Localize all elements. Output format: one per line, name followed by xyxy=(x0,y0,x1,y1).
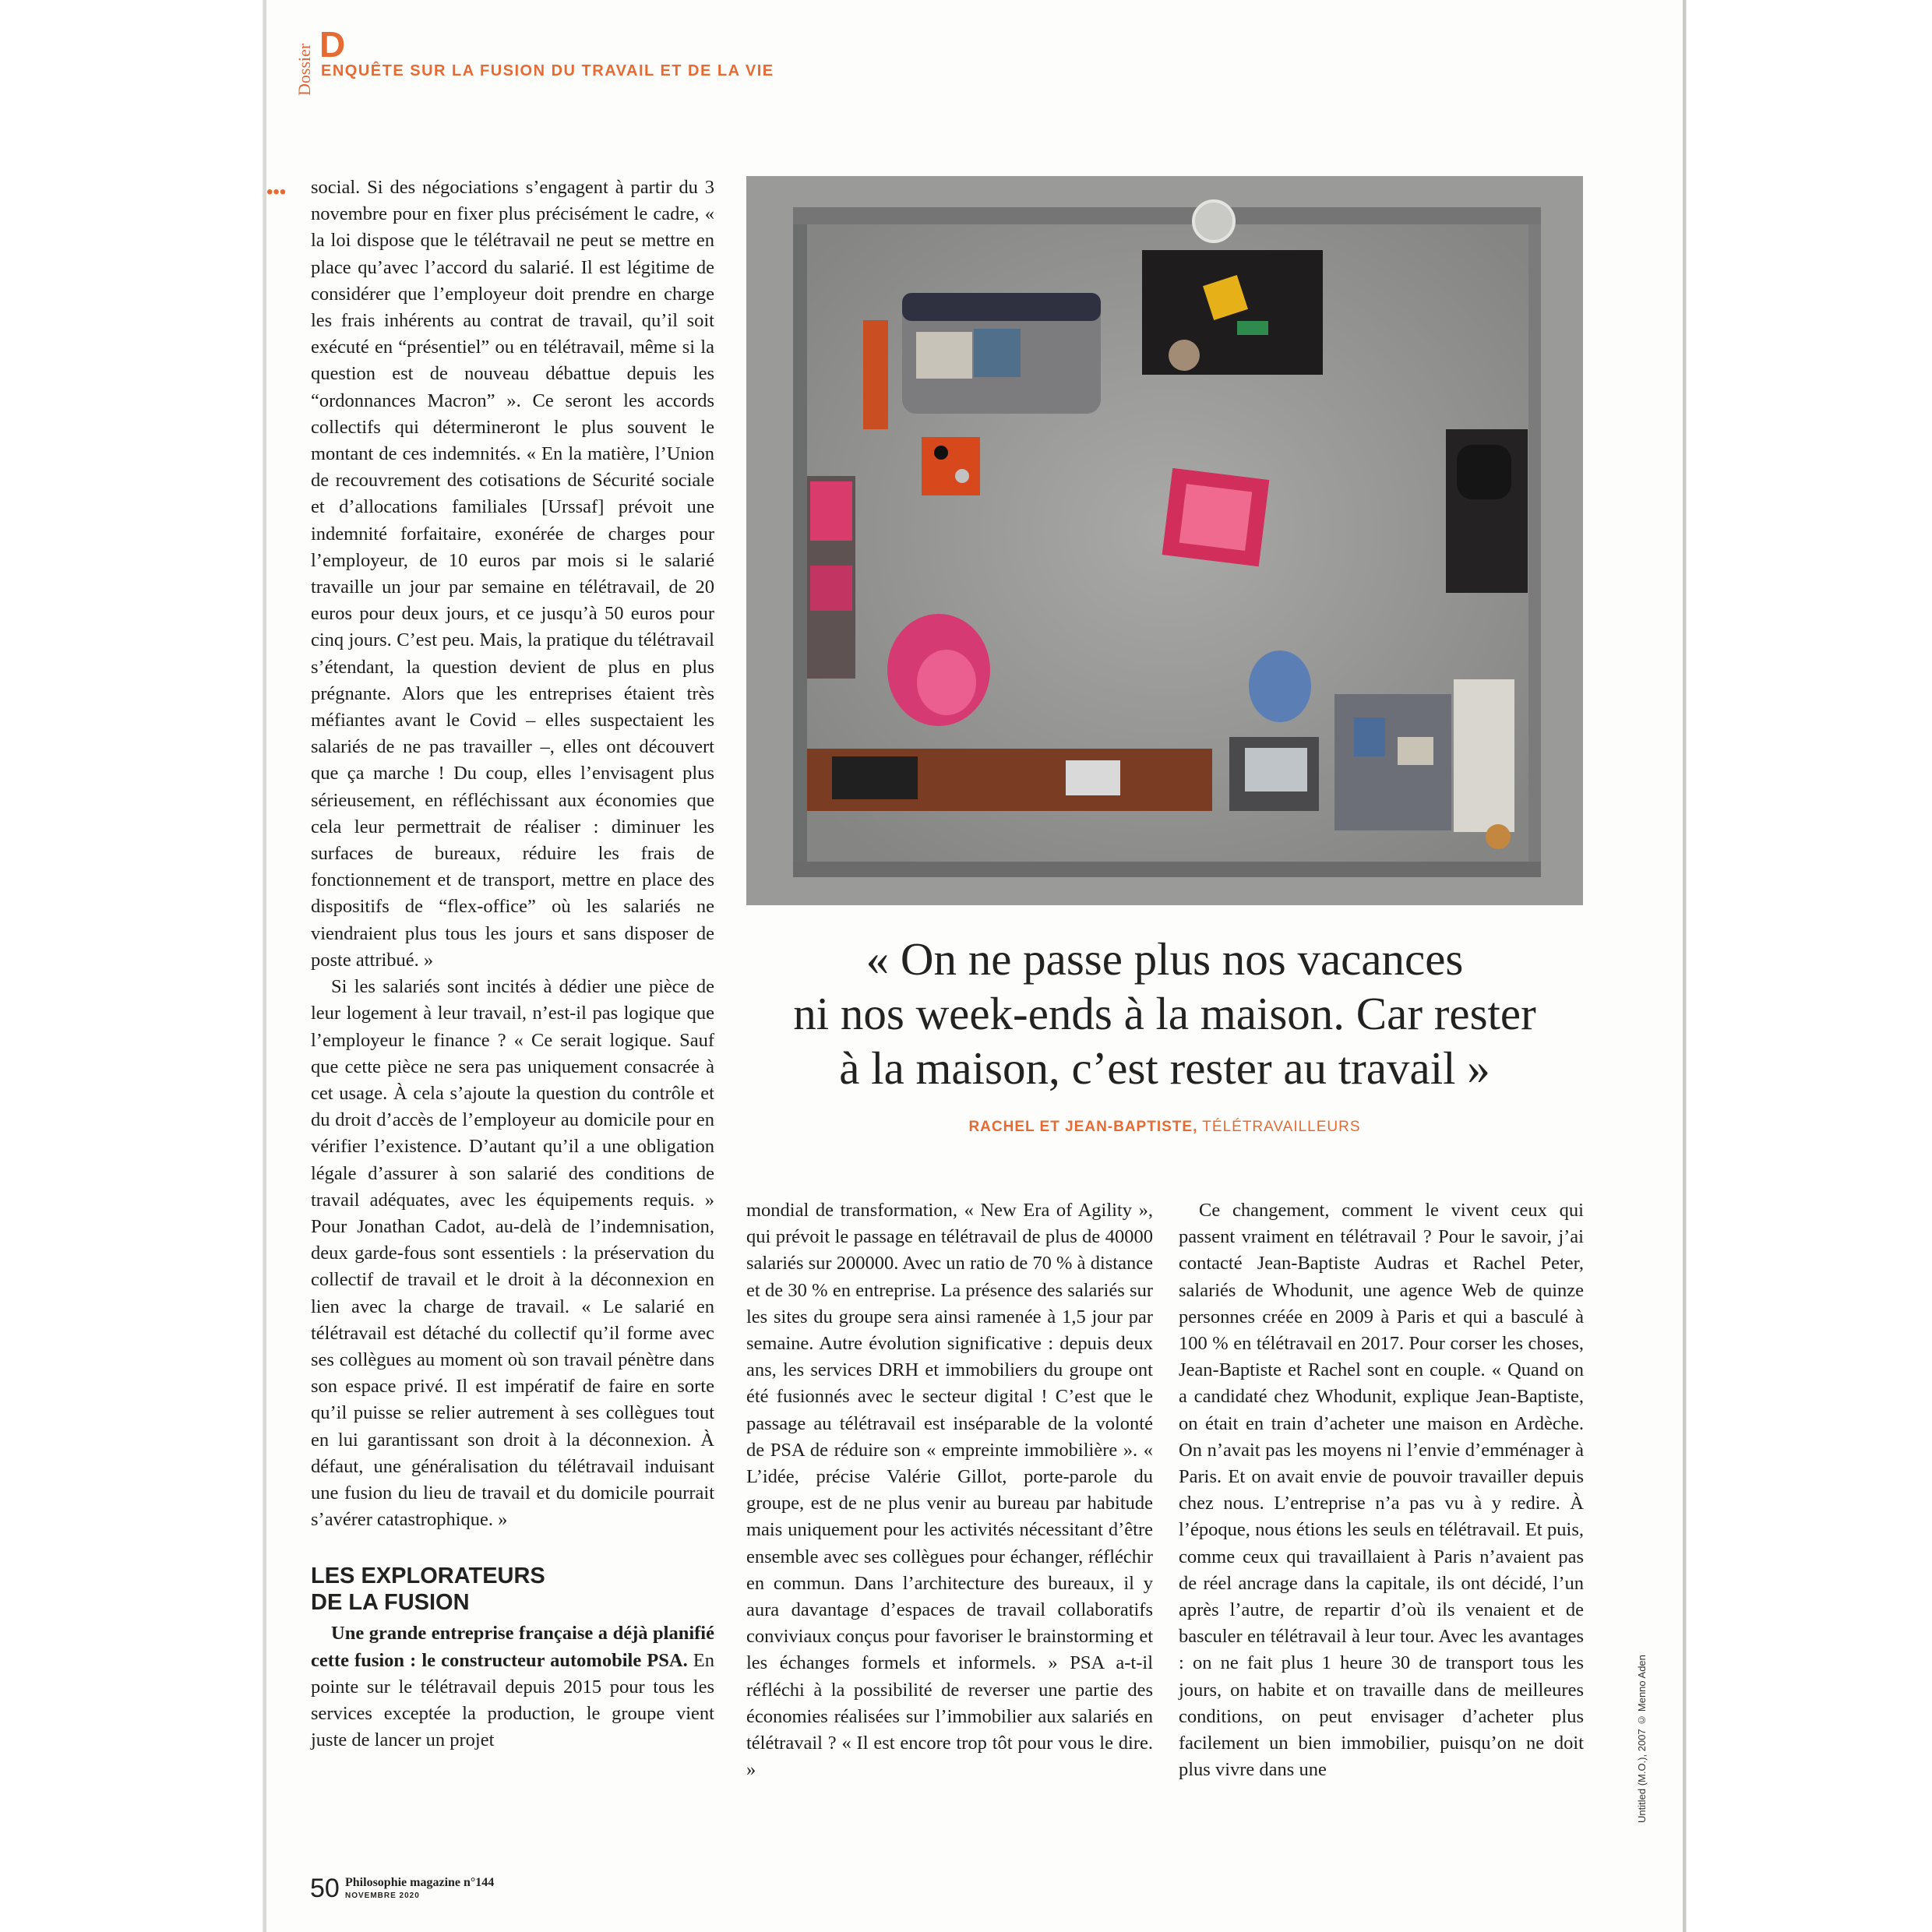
paragraph: Si les salariés sont incités à dédier une pièce de leur logement à leur travail, n’est-il pas logique que l’employeur le finance ? « Ce serait logique. Sauf que cette pièce ne sera pas uniquement consacrée à cet usage. À cela s’ajoute la question du contrôle et du droit d’accès de l’employeur au domicile pour en vérifier l’existence. D’autant qu’il a une obligation légale d’assurer à son salarié des conditions de travail adéquates, avec les équipements requis. » Pour Jonathan Cadot, au-delà de l’indemnisation, deux garde-fous sont essentiels : la préservation du collectif de travail et le droit à la déconnexion en lien avec la charge de travail. « Le salarié en télétravail est détaché du collectif qu’il forme avec ses collègues au moment où son travail pénètre dans son espace privé. Il est impératif de faire en sorte qu’il puisse se relier autrement à ses collègues tout en lui garantissant son droit à la déconnexion. À défaut, une généralisation du télétravail induisant une fusion du lieu de travail et du domicile pourrait s’avérer catastrophique. » xyxy=(311,976,714,1531)
page-edge xyxy=(1683,0,1686,1932)
section-label: Dossier xyxy=(294,43,314,96)
subheading-line: LES EXPLORATEURS xyxy=(311,1564,545,1589)
section-letter: D xyxy=(319,24,346,65)
paragraph: mondial de transformation, « New Era of Agility », qui prévoit le passage en télétravail de plus de 40000 salariés sur 200000. Avec un ratio de 70 % à distance et de 30 % en entreprise. La présence des salariés sur les sites du groupe sera ainsi ramenée à 1,5 jour par semaine. Autre évolution significative : depuis deux ans, les services DRH et immobiliers du groupe ont été fusionnés avec le secteur digital ! C’est que le passage au télétravail est inséparable de la volonté de PSA de réduire son « empreinte immobilière ». « L’idée, précise Valérie Gillot, porte-parole du groupe, est de ne plus venir au bureau par habitude mais uniquement pour les activités nécessitant d’être ensemble avec ses collègues pour échanger, réfléchir en commun. Dans l’architecture des bureaux, il y aura davantage d’espaces de travail collaboratifs conviviaux conçus pour favoriser le brainstorming et les échanges formels et informels. » PSA a-t-il réfléchi à la possibilité de reverser une partie des économies réalisées sur l’immobilier aux salariés en télétravail ? « Il est encore trop tôt pour vous le dire. » xyxy=(746,1200,1153,1781)
paragraph: Ce changement, comment le vivent ceux qui passent vraiment en télétravail ? Pour le savoir, j’ai contacté Jean-Baptiste Audras et Rachel Peter, salariés de Whodunit, une agence Web de quinze personnes créée en 2009 à Paris et qui a basculé à 100 % en télétravail en 2017. Pour corser les choses, Jean-Baptiste et Rachel sont en couple. « Quand on a candidaté chez Whodunit, explique Jean-Baptiste, on était en train d’acheter une maison en Ardèche. On n’avait pas les moyens ni l’envie d’emménager à Paris. Et on avait envie de pouvoir travailler depuis chez nous. L’entreprise n’a pas vu à y redire. À l’époque, nous étions les seuls en télétravail. Et puis, comme ceux qui travaillaient à Paris n’avaient pas de réel ancrage dans la capitale, ils ont décidé, l’un après l’autre, de repartir d’où ils venaient et de basculer en télétravail à leur tour. Avec les avantages : on ne fait plus 1 heure 30 de transport tous les jours, on habite et on travaille dans de meilleures conditions, on peut envisager d’acheter plus facilement un bien immobilier, puisqu’on ne doit plus vivre dans une xyxy=(1179,1200,1584,1781)
dossier-title: ENQUÊTE SUR LA FUSION DU TRAVAIL ET DE LA VIE xyxy=(321,62,774,79)
paragraph-text: En pointe sur le télétravail depuis 2015 pour tous les services exceptée la production, le groupe vient juste de lancer un projet xyxy=(311,1649,715,1751)
section-subheading xyxy=(311,1563,714,1616)
lead-text: Une grande entreprise française a déjà planifié cette fusion : le constructeur automobile PSA. xyxy=(311,1623,714,1671)
issue-date: NOVEMBRE 2020 xyxy=(345,1891,420,1900)
article-column-2 xyxy=(746,1197,1153,1783)
pull-quote-line: à la maison, c’est rester au travail » xyxy=(839,1042,1490,1094)
top-down-room-photo xyxy=(746,176,1583,905)
attribution-names: RACHEL ET JEAN-BAPTISTE, xyxy=(968,1119,1198,1135)
page-edge xyxy=(263,0,266,1932)
attribution-role: TÉLÉTRAVAILLEURS xyxy=(1197,1119,1361,1135)
subheading-line: DE LA FUSION xyxy=(311,1590,470,1616)
magazine-name: Philosophie magazine n°144 xyxy=(345,1876,495,1889)
paragraph: social. Si des négociations s’engagent à partir du 3 novembre pour en fixer plus précisément le cadre, « la loi dispose que le télétravail ne peut se mettre en place qu’avec l’accord du salarié. Il est légitime de considérer que l’employeur doit prendre en charge les frais inhérents au contrat de travail, qu’il soit exécuté en “présentiel” ou en télétravail, même si la question est de nouveau débattue depuis les “ordonnances Macron” ». Ce seront les accords collectifs qui détermineront le plus souvent le montant de ces indemnités. « En la matière, l’Union de recouvrement des cotisations de Sécurité sociale et d’allocations familiales [Urssaf] prévoit une indemnité forfaitaire, exonérée de charges pour l’employeur, de 10 euros par mois si le salarié travaille un jour par semaine en télétravail, de 20 euros pour deux jours, et ce jusqu’à 50 euros pour cinq jours. C’est peu. Mais, la pratique du télétravail s’étendant, la question devient de plus en plus prégnante. Alors que les entreprises étaient très méfiantes avant le Covid – elles suspectaient les salariés de ne pas travailler –, elles ont découvert que ça marche ! Du coup, elles l’envisagent plus sérieusement, en réfléchissant aux économies que cela leur permettrait de réaliser : diminuer les surfaces de bureaux, réduire les frais de fonctionnement et de transport, mettre en place des dispositifs de “flex-office” où les salariés ne viendraient plus tous les jours et sans disposer de poste attribué. » xyxy=(311,177,714,971)
pull-quote xyxy=(746,932,1583,1095)
quote-attribution xyxy=(746,1119,1583,1136)
continuation-marker: ••• xyxy=(266,182,287,203)
pull-quote-line: « On ne passe plus nos vacances xyxy=(866,933,1464,985)
pull-quote-line: ni nos week-ends à la maison. Car rester xyxy=(793,988,1536,1039)
paragraph xyxy=(311,1620,714,1754)
page-number: 50 xyxy=(310,1874,340,1903)
article-column-3 xyxy=(1179,1197,1584,1783)
photo-credit: Untitled (M.O.), 2007 © Menno Aden xyxy=(1636,1655,1648,1823)
article-column-1 xyxy=(311,175,714,1754)
room-photo-illustration xyxy=(746,176,1583,905)
